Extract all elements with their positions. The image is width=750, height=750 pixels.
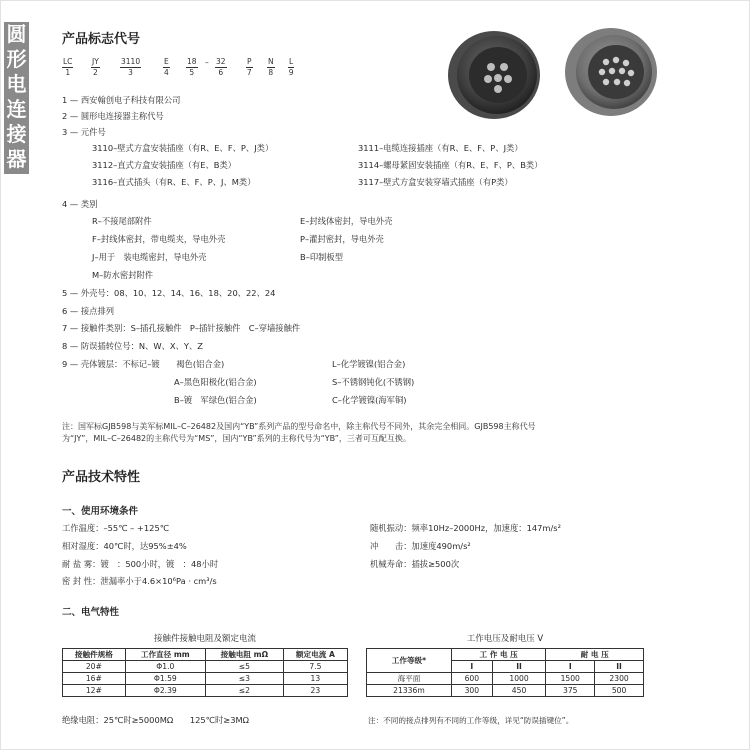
side-tab-char: 接 [6, 122, 27, 146]
section-title-product-code: 产品标志代号 [62, 32, 141, 47]
side-tab-char: 形 [6, 47, 27, 71]
plating-option: L–化学镀镍(铝合金) [332, 359, 406, 369]
env-spec-line: 密 封 性：泄漏率小于4.6×10⁶Pa · cm³/s [62, 576, 217, 586]
table-header-cell: II [492, 661, 546, 673]
category-option: R–不接尾部附件 [92, 216, 152, 226]
table-row [63, 673, 348, 685]
side-tab-char: 连 [6, 97, 27, 121]
element-no-option: 3112–直式方盒安装插座（有E、B类） [92, 160, 237, 170]
code-part: 3110 3 [121, 57, 141, 77]
env-spec-line: 耐 盐 雾：镀 ：500小时，镀 ：48小时 [62, 559, 219, 569]
table-cell: 23 [283, 685, 347, 697]
code-legend-item-3: 3 — 元件号 [62, 127, 106, 137]
plating-option: S–不锈钢钝化(不锈钢) [332, 377, 415, 387]
side-tab-char: 圆 [6, 22, 27, 46]
code-part: E 4 [163, 57, 169, 77]
table-cell: 300 [451, 685, 492, 697]
table-cell: Φ1.0 [125, 661, 205, 673]
category-option: J–用于 装电缆密封，导电外壳 [92, 252, 207, 262]
table-header-cell: 耐 电 压 [546, 649, 644, 661]
table-cell: 450 [492, 685, 546, 697]
code-dash: – [205, 58, 209, 67]
table-cell: 13 [283, 673, 347, 685]
side-tab-char: 器 [6, 147, 27, 171]
table-header-cell: 工作直径 mm [125, 649, 205, 661]
code-legend-item-4: 4 — 类别 [62, 199, 98, 209]
voltage-table-caption: 工作电压及耐电压 V [466, 634, 544, 644]
plating-option: C–化学镀镍(海军铜) [332, 395, 407, 405]
table-cell: ≤2 [205, 685, 283, 697]
table-cell: 1000 [492, 673, 546, 685]
voltage-table [366, 648, 644, 697]
code-legend-item-9: 9 — 壳体镀层：不标记–镀 褐色(铝合金) [62, 359, 225, 369]
table-cell: 600 [451, 673, 492, 685]
table-row [367, 673, 644, 685]
element-no-option: 3110–壁式方盒安装插座（有R、E、F、P、J类） [92, 143, 274, 153]
code-legend-item-7: 7 — 接触件类别：S–插孔接触件 P–插针接触件 C–穿墙接触件 [62, 323, 301, 333]
plating-option: B–镀 军绿色(铝合金) [174, 395, 257, 405]
table-cell: 12# [63, 685, 126, 697]
table-header-cell: I [546, 661, 595, 673]
code-part: L 9 [288, 57, 294, 77]
category-option: E–封线体密封，导电外壳 [300, 216, 393, 226]
voltage-table-note: 注：不同的接点排列有不同的工作等级，详见“防误插键位”。 [368, 716, 574, 725]
table-cell: ≤3 [205, 673, 283, 685]
table-cell: 20# [63, 661, 126, 673]
code-legend-item-1: 1 — 西安翰创电子科技有限公司 [62, 95, 181, 105]
code-legend-item-8: 8 — 防误插转位号：N、W、X、Y、Z [62, 341, 203, 351]
env-spec-line: 相对湿度：40℃时，达95%±4% [62, 541, 187, 551]
electrical-title: 二、电气特性 [62, 607, 120, 618]
element-no-option: 3111–电缆连接插座（有R、E、F、P、J类） [358, 143, 523, 153]
connector-photo-illustration [446, 20, 676, 130]
table-cell: 21336m [367, 685, 452, 697]
category-option: M–防水密封附件 [92, 270, 154, 280]
side-tab-char: 电 [6, 72, 27, 96]
compatibility-note [62, 421, 712, 445]
table-cell: 16# [63, 673, 126, 685]
category-option: P–灌封密封，导电外壳 [300, 234, 384, 244]
table-cell: 2300 [595, 673, 644, 685]
section-title-tech-specs: 产品技术特性 [62, 470, 141, 485]
element-no-option: 3116–直式插头（有R、E、F、P、J、M类） [92, 177, 256, 187]
contact-resistance-table [62, 648, 348, 697]
env-spec-line: 随机振动：频率10Hz–2000Hz，加速度：147m/s² [370, 523, 561, 533]
table-cell: 海平面 [367, 673, 452, 685]
category-option: F–封线体密封，带电缆夹，导电外壳 [92, 234, 226, 244]
plug-connector-icon [448, 31, 540, 119]
table-header-cell: 工作等级* [367, 649, 452, 673]
code-part: N 8 [268, 57, 274, 77]
env-spec-line: 工作温度：–55℃ – +125℃ [62, 523, 170, 533]
code-part: 32 6 [216, 57, 226, 77]
table-row [367, 685, 644, 697]
env-spec-line: 机械寿命：插拔≥500次 [370, 559, 460, 569]
table-header-cell: 工 作 电 压 [451, 649, 545, 661]
note-line: 注：国军标GJB598与美军标MIL–C–26482及国内“YB”系列产品的型号命名中，除主称代号不同外，其余完全相同。GJB598主称代号 [62, 422, 536, 431]
table-cell: 375 [546, 685, 595, 697]
table-header-row [367, 649, 644, 661]
table-cell: ≤5 [205, 661, 283, 673]
note-line: 为“JY”，MIL–C–26482的主称代号为“MS”，国内“YB”系列的主称代号为“YB”，三者可互配互换。 [62, 434, 411, 443]
table-cell: Φ2.39 [125, 685, 205, 697]
env-spec-line: 冲 击：加速度490m/s² [370, 541, 471, 551]
table-header-cell: 接触电阻 mΩ [205, 649, 283, 661]
environment-title: 一、使用环境条件 [62, 506, 139, 517]
table-cell: 1500 [546, 673, 595, 685]
code-part: 18 5 [187, 57, 197, 77]
element-no-option: 3114–螺母紧固安装插座（有R、E、F、P、B类） [358, 160, 543, 170]
plating-option: A–黑色阳极化(铝合金) [174, 377, 257, 387]
table-header-cell: 接触件规格 [63, 649, 126, 661]
code-legend-item-5: 5 — 外壳号：08、10、12、14、16、18、20、22、24 [62, 288, 276, 298]
category-side-tab [4, 22, 29, 174]
table-header-cell: 额定电流 A [283, 649, 347, 661]
element-no-option: 3117–壁式方盒安装穿墙式插座（有P类） [358, 177, 513, 187]
table-cell: 500 [595, 685, 644, 697]
table-header-row [63, 649, 348, 661]
code-part: P 7 [246, 57, 252, 77]
code-part: LC 1 [63, 57, 73, 77]
table-header-cell: I [451, 661, 492, 673]
receptacle-connector-icon [565, 28, 657, 116]
category-option: B–印制板型 [300, 252, 344, 262]
table-cell: Φ1.59 [125, 673, 205, 685]
table-row [63, 685, 348, 697]
contact-table-caption: 接触件接触电阻及额定电流 [153, 634, 256, 644]
table-row [63, 661, 348, 673]
code-legend-item-2: 2 — 圆形电连接器主称代号 [62, 111, 164, 121]
table-cell: 7.5 [283, 661, 347, 673]
table-header-cell: II [595, 661, 644, 673]
insulation-resistance: 绝缘电阻：25℃时≥5000MΩ 125℃时≥3MΩ [62, 715, 249, 725]
code-legend-item-6: 6 — 接点排列 [62, 306, 115, 316]
code-part: JY 2 [92, 57, 99, 77]
